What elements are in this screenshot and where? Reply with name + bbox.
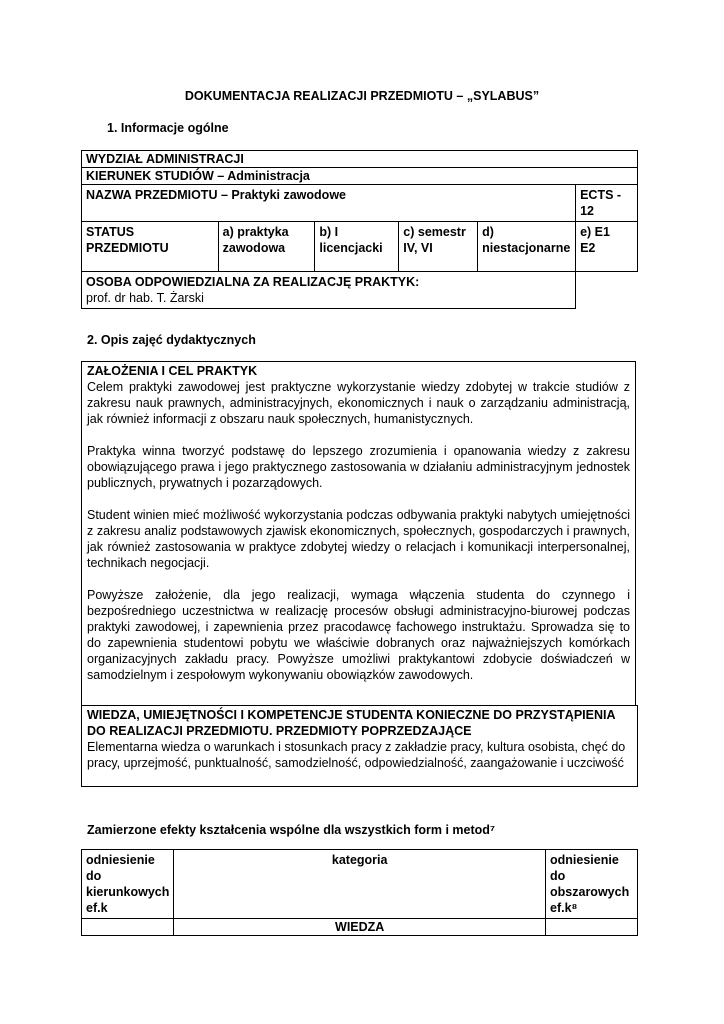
header-kierunkowe [82, 850, 174, 919]
status-c-line1: c) semestr [403, 225, 466, 239]
wiedza-empty-right [546, 919, 638, 936]
status-e-line2: E2 [580, 241, 596, 255]
wiedza-box [81, 705, 638, 787]
info-table [81, 150, 638, 309]
status-c-cell [399, 222, 478, 272]
row-status [82, 222, 638, 272]
section-heading-opis: 2. Opis zajęć dydaktycznych [87, 333, 256, 347]
wiedza-category: WIEDZA [174, 919, 546, 936]
status-d-line1: d) [482, 225, 494, 239]
status-e-cell [576, 222, 638, 272]
header-kierunkowe-line3: kierunkowych [86, 885, 170, 899]
efekty-header-row [82, 850, 638, 919]
header-kategoria: kategoria [174, 850, 546, 919]
status-b-line1: b) I [319, 225, 339, 239]
status-b-cell [315, 222, 399, 272]
status-b-line2: licencjacki [319, 241, 383, 255]
empty-cell [576, 272, 638, 309]
zalozenia-paragraph-3: Student winien mieć możliwość wykorzystania podczas odbywania praktyki nabytych umiejętności z zakresu analiz podstawowych zjawisk ekonomicznych, społecznych, gospodarczych i prawnych, jak również zastosowania w praktyce zdobytej wiedzy o relacjach i komunikacji interpersonalnej, technikach negocjacji. [87, 508, 630, 570]
status-d-line2: niestacjonarne [482, 241, 571, 255]
header-obszarowe-line4: ef.k⁸ [550, 901, 578, 915]
row-kierunek [82, 168, 638, 185]
row-osoba [82, 272, 638, 309]
document-title: DOKUMENTACJA REALIZACJI PRZEDMIOTU – „SYLABUS” [184, 89, 540, 103]
section-heading-efekty: Zamierzone efekty kształcenia wspólne dla wszystkich form i metod⁷ [87, 823, 496, 837]
efekty-table [81, 849, 638, 936]
header-obszarowe-line1: odniesienie [550, 853, 619, 867]
zalozenia-paragraph-2: Praktyka winna tworzyć podstawę do lepszego zrozumienia i opanowania wiedzy z zakresu obowiązującego prawa i jego praktycznego zastosowania w działaniu administracyjnym jednostek publicznych, prywatnych i pozarządowych. [87, 444, 630, 490]
header-obszarowe-line3: obszarowych [550, 885, 630, 899]
zalozenia-paragraph-1: Celem praktyki zawodowej jest praktyczne wykorzystanie wiedzy zdobytej w trakcie studiów z zakresu nauk prawnych, administracyjnych, ekonomicznych i nauk o zarządzaniu administracją, jak również informacji z obszaru nauk społecznych, humanistycznych. [87, 380, 630, 426]
efekty-row-wiedza [82, 919, 638, 936]
header-kierunkowe-line4: ef.k [86, 901, 108, 915]
ects-label: ECTS - [580, 188, 622, 202]
status-a-line1: a) praktyka [222, 225, 289, 239]
zalozenia-heading: ZAŁOŻENIA I CEL PRAKTYK [87, 364, 258, 378]
header-kierunkowe-line2: do [86, 869, 102, 883]
kierunek-cell: KIERUNEK STUDIÓW – Administracja [82, 168, 638, 185]
wydzial-cell: WYDZIAŁ ADMINISTRACJI [82, 151, 638, 168]
wiedza-text: Elementarna wiedza o warunkach i stosunkach pracy z zakładzie pracy, kultura osobista, chęć do pracy, uprzejmość, punktualność, samodzielność, odpowiedzialność, zaangażowanie i uczciwość [87, 740, 626, 770]
nazwa-cell: NAZWA PRZEDMIOTU – Praktyki zawodowe [82, 185, 576, 222]
osoba-cell [82, 272, 576, 309]
status-c-line2: IV, VI [403, 241, 433, 255]
header-obszarowe-line2: do [550, 869, 566, 883]
row-nazwa [82, 185, 638, 222]
header-kierunkowe-line1: odniesienie [86, 853, 155, 867]
wiedza-heading: WIEDZA, UMIEJĘTNOŚCI I KOMPETENCJE STUDENTA KONIECZNE DO PRZYSTĄPIENIA DO REALIZACJI PRZEDMIOTU. PRZEDMIOTY POPRZEDZAJĄCE [87, 708, 616, 738]
header-obszarowe [546, 850, 638, 919]
status-label-cell: STATUS PRZEDMIOTU [82, 222, 219, 272]
ects-cell [576, 185, 638, 222]
section-heading-informacje: 1. Informacje ogólne [107, 121, 229, 135]
osoba-value: prof. dr hab. T. Żarski [86, 291, 204, 305]
status-e-line1: e) E1 [580, 225, 610, 239]
zalozenia-box [81, 361, 636, 706]
osoba-label: OSOBA ODPOWIEDZIALNA ZA REALIZACJĘ PRAKTYK: [86, 275, 420, 289]
wiedza-empty-left [82, 919, 174, 936]
status-a-cell [218, 222, 315, 272]
ects-value: 12 [580, 204, 594, 218]
status-d-cell [478, 222, 576, 272]
status-a-line2: zawodowa [222, 241, 286, 255]
zalozenia-paragraph-4: Powyższe założenie, dla jego realizacji, wymaga włączenia studenta do czynnego i bezpośredniego uczestnictwa w realizację procesów obsługi administracyjno-biurowej podczas praktyki zawodowej, i zapewnienia przez pracodawcę fachowego instruktażu. Sprowadza się to do zapewnienia studentowi pobytu we właściwie dobranych oraz najważniejszych komórkach organizacyjnych zakładu pracy. Powyższe umożliwi praktykantowi zdobycie doświadczeń w samodzielnym i zespołowym wykonywaniu obowiązków zawodowych. [87, 588, 630, 682]
row-wydzial [82, 151, 638, 168]
